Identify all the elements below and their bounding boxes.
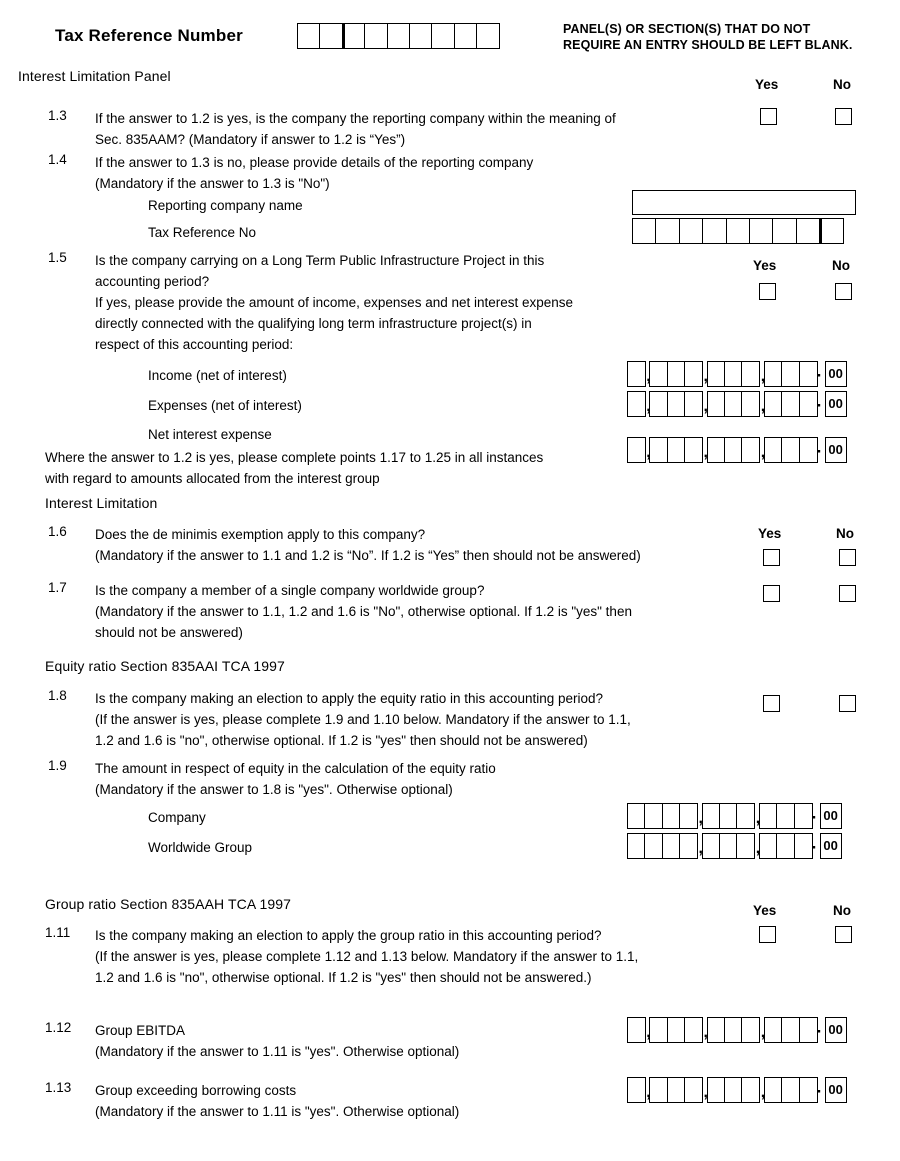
question-number-1-13: 1.13: [45, 1080, 72, 1095]
checkbox-1-3-no[interactable]: [835, 108, 852, 125]
digit-cell[interactable]: [644, 803, 663, 829]
digit-cell[interactable]: [781, 1077, 800, 1103]
digit-cell[interactable]: [719, 833, 738, 859]
comma-separator: [703, 1017, 708, 1043]
digit-cell[interactable]: [707, 437, 726, 463]
decimal-point: [818, 437, 822, 463]
question-1-8-line1: Is the company making an election to apply the equity ratio in this accounting period?: [95, 691, 604, 706]
question-number-1-7: 1.7: [48, 580, 67, 595]
digit-cell[interactable]: [707, 391, 726, 417]
digit-cell[interactable]: [667, 1077, 686, 1103]
digit-cell[interactable]: [799, 1017, 818, 1043]
digit-cell[interactable]: [724, 1017, 743, 1043]
question-1-6-line1: Does the de minimis exemption apply to this company?: [95, 527, 426, 542]
reporting-company-name-input[interactable]: [632, 190, 856, 215]
digit-cell[interactable]: [679, 803, 698, 829]
decimal-point: [813, 803, 817, 829]
checkbox-1-5-no[interactable]: [835, 283, 852, 300]
comma-separator: [646, 361, 651, 387]
question-1-3-line1: If the answer to 1.2 is yes, is the company the reporting company within the meaning of: [95, 111, 616, 126]
digit-cell[interactable]: [796, 218, 821, 244]
cents-cell: 00: [825, 437, 847, 463]
digit-cell[interactable]: [627, 361, 646, 387]
digit-cell[interactable]: [667, 437, 686, 463]
label-expenses-net-of-interest: Expenses (net of interest): [148, 398, 302, 413]
reporting-company-tax-reference-input[interactable]: [632, 218, 844, 244]
digit-cell[interactable]: [684, 437, 703, 463]
digit-cell[interactable]: [627, 437, 646, 463]
digit-cell[interactable]: [819, 218, 844, 244]
digit-cell[interactable]: [776, 833, 795, 859]
digit-cell[interactable]: [772, 218, 797, 244]
question-text-1-12: [95, 1020, 459, 1062]
question-1-8-line3: 1.2 and 1.6 is "no", otherwise optional. If 1.2 is "yes" then should not be answered): [95, 733, 588, 748]
checkbox-1-3-yes[interactable]: [760, 108, 777, 125]
digit-cell[interactable]: [667, 1017, 686, 1043]
question-1-13-line2: (Mandatory if the answer to 1.11 is "yes". Otherwise optional): [95, 1104, 460, 1119]
digit-cell[interactable]: [726, 218, 751, 244]
digit-cell[interactable]: [736, 803, 755, 829]
column-header-no-2: No: [832, 258, 850, 273]
decimal-point: [818, 361, 822, 387]
equity-company-amount-input[interactable]: [627, 803, 842, 829]
question-1-12-line2: (Mandatory if the answer to 1.11 is "yes". Otherwise optional): [95, 1044, 460, 1059]
equity-worldwide-group-amount-input[interactable]: [627, 833, 842, 859]
comma-separator: [703, 1077, 708, 1103]
digit-cell[interactable]: [781, 391, 800, 417]
question-text-1-4-line1: If the answer to 1.3 is no, please provide details of the reporting company: [95, 155, 534, 170]
digit-cell[interactable]: [799, 1077, 818, 1103]
digit-cell[interactable]: [702, 803, 721, 829]
question-number-1-6: 1.6: [48, 524, 67, 539]
digit-cell[interactable]: [684, 1077, 703, 1103]
digit-cell[interactable]: [644, 833, 663, 859]
digit-cell[interactable]: [476, 23, 500, 49]
question-1-5-line5: respect of this accounting period:: [95, 337, 294, 352]
question-1-11-line3: 1.2 and 1.6 is "no", otherwise optional. If 1.2 is "yes" then should not be answered.): [95, 970, 592, 985]
question-1-5-line1: Is the company carrying on a Long Term Public Infrastructure Project in this: [95, 253, 545, 268]
digit-cell[interactable]: [649, 1077, 668, 1103]
question-number-1-5: 1.5: [48, 250, 67, 265]
decimal-point: [818, 1077, 822, 1103]
blank-panel-notice-line2: REQUIRE AN ENTRY SHOULD BE LEFT BLANK.: [563, 38, 853, 52]
cents-cell: 00: [820, 803, 842, 829]
digit-cell[interactable]: [759, 803, 778, 829]
digit-cell[interactable]: [627, 1077, 646, 1103]
question-text-1-8: [95, 688, 631, 751]
section-header-group-ratio: Group ratio Section 835AAH TCA 1997: [45, 896, 292, 912]
digit-cell[interactable]: [364, 23, 388, 49]
checkbox-1-11-no[interactable]: [835, 926, 852, 943]
column-header-yes-4: Yes: [753, 903, 777, 918]
digit-cell[interactable]: [741, 391, 760, 417]
question-1-5-line3: If yes, please provide the amount of income, expenses and net interest expense: [95, 295, 574, 310]
comma-separator: [760, 1017, 765, 1043]
digit-cell[interactable]: [724, 1077, 743, 1103]
column-header-no-1: No: [833, 77, 851, 92]
question-1-12-line1: Group EBITDA: [95, 1023, 186, 1038]
digit-cell[interactable]: [741, 1017, 760, 1043]
checkbox-1-8-no[interactable]: [839, 695, 856, 712]
digit-cell[interactable]: [724, 437, 743, 463]
digit-cell[interactable]: [719, 803, 738, 829]
digit-cell[interactable]: [764, 1077, 783, 1103]
digit-cell[interactable]: [387, 23, 411, 49]
digit-cell[interactable]: [454, 23, 478, 49]
comma-separator: [698, 833, 703, 859]
comma-separator: [760, 1077, 765, 1103]
digit-cell[interactable]: [684, 391, 703, 417]
digit-cell[interactable]: [749, 218, 774, 244]
question-text-1-6: [95, 524, 641, 566]
digit-cell[interactable]: [781, 1017, 800, 1043]
comma-separator: [698, 803, 703, 829]
question-number-1-9: 1.9: [48, 758, 67, 773]
digit-cell[interactable]: [764, 1017, 783, 1043]
decimal-point: [818, 1017, 822, 1043]
comma-separator: [646, 437, 651, 463]
question-text-1-5: [95, 250, 573, 355]
comma-separator: [755, 803, 760, 829]
digit-cell[interactable]: [724, 391, 743, 417]
digit-cell[interactable]: [627, 803, 646, 829]
cents-cell: 00: [825, 391, 847, 417]
cents-cell: 00: [820, 833, 842, 859]
question-1-7-line2: (Mandatory if the answer to 1.1, 1.2 and 1.6 is "No", otherwise optional. If 1.2 is "yes" then: [95, 604, 632, 619]
question-1-5-line2: accounting period?: [95, 274, 210, 289]
group-ebitda-input[interactable]: [627, 1017, 847, 1043]
blank-panel-notice-line1: PANEL(S) OR SECTION(S) THAT DO NOT: [563, 22, 811, 36]
digit-cell[interactable]: [794, 803, 813, 829]
column-header-yes-2: Yes: [753, 258, 777, 273]
digit-cell[interactable]: [627, 1017, 646, 1043]
note-interest-group: [45, 447, 543, 489]
label-reporting-company-name: Reporting company name: [148, 198, 303, 213]
digit-cell[interactable]: [799, 391, 818, 417]
digit-cell[interactable]: [679, 218, 704, 244]
tax-reference-number-input[interactable]: [297, 23, 500, 49]
checkbox-1-11-yes[interactable]: [759, 926, 776, 943]
digit-cell[interactable]: [655, 218, 680, 244]
column-header-yes-1: Yes: [755, 77, 779, 92]
question-text-1-7: [95, 580, 632, 643]
digit-cell[interactable]: [627, 391, 646, 417]
digit-cell[interactable]: [649, 391, 668, 417]
question-text-1-11: [95, 925, 638, 988]
digit-cell[interactable]: [662, 833, 681, 859]
digit-cell[interactable]: [736, 833, 755, 859]
label-tax-reference-no: Tax Reference No: [148, 225, 257, 240]
digit-cell[interactable]: [741, 437, 760, 463]
question-1-5-line4: directly connected with the qualifying long term infrastructure project(s) in: [95, 316, 532, 331]
digit-cell[interactable]: [662, 803, 681, 829]
digit-cell[interactable]: [297, 23, 321, 49]
checkbox-1-7-yes[interactable]: [763, 585, 780, 602]
digit-cell[interactable]: [764, 391, 783, 417]
digit-cell[interactable]: [799, 437, 818, 463]
cents-cell: 00: [825, 1017, 847, 1043]
digit-cell[interactable]: [781, 437, 800, 463]
label-net-interest-expense: Net interest expense: [148, 427, 272, 442]
question-text-1-4-line2: (Mandatory if the answer to 1.3 is "No"): [95, 176, 330, 191]
digit-cell[interactable]: [649, 437, 668, 463]
digit-cell[interactable]: [707, 1077, 726, 1103]
column-header-no-3: No: [836, 526, 854, 541]
digit-cell[interactable]: [707, 1017, 726, 1043]
comma-separator: [760, 391, 765, 417]
income-net-of-interest-input[interactable]: [627, 361, 847, 387]
digit-cell[interactable]: [764, 361, 783, 387]
checkbox-1-7-no[interactable]: [839, 585, 856, 602]
digit-cell[interactable]: [319, 23, 343, 49]
question-number-1-4: 1.4: [48, 152, 67, 167]
comma-separator: [646, 391, 651, 417]
digit-cell[interactable]: [632, 218, 657, 244]
comma-separator: [646, 1017, 651, 1043]
question-1-7-line3: should not be answered): [95, 625, 243, 640]
comma-separator: [760, 361, 765, 387]
digit-cell[interactable]: [764, 437, 783, 463]
section-header-interest-limitation-panel: Interest Limitation Panel: [18, 68, 171, 84]
question-1-8-line2: (If the answer is yes, please complete 1.9 and 1.10 below. Mandatory if the answer to 1.1,: [95, 712, 631, 727]
digit-cell[interactable]: [724, 361, 743, 387]
question-1-9-line1: The amount in respect of equity in the calculation of the equity ratio: [95, 761, 496, 776]
section-header-interest-limitation: Interest Limitation: [45, 495, 158, 511]
cents-cell: 00: [825, 361, 847, 387]
digit-cell[interactable]: [794, 833, 813, 859]
digit-cell[interactable]: [684, 361, 703, 387]
decimal-point: [813, 833, 817, 859]
checkbox-1-5-yes[interactable]: [759, 283, 776, 300]
question-number-1-12: 1.12: [45, 1020, 72, 1035]
digit-cell[interactable]: [702, 833, 721, 859]
comma-separator: [703, 361, 708, 387]
question-1-9-line2: (Mandatory if the answer to 1.8 is "yes". Otherwise optional): [95, 782, 453, 797]
question-text-1-3: [95, 108, 616, 150]
checkbox-1-6-no[interactable]: [839, 549, 856, 566]
question-number-1-8: 1.8: [48, 688, 67, 703]
question-1-3-line2: Sec. 835AAM? (Mandatory if answer to 1.2 is “Yes”): [95, 132, 406, 147]
digit-cell[interactable]: [684, 1017, 703, 1043]
question-1-11-line1: Is the company making an election to apply the group ratio in this accounting period?: [95, 928, 602, 943]
digit-cell[interactable]: [409, 23, 433, 49]
digit-cell[interactable]: [741, 361, 760, 387]
digit-cell[interactable]: [342, 23, 366, 49]
comma-separator: [760, 437, 765, 463]
question-text-1-9: [95, 758, 496, 800]
digit-cell[interactable]: [776, 803, 795, 829]
digit-cell[interactable]: [667, 361, 686, 387]
comma-separator: [646, 1077, 651, 1103]
column-header-no-4: No: [833, 903, 851, 918]
digit-cell[interactable]: [431, 23, 455, 49]
comma-separator: [755, 833, 760, 859]
note-interest-group-line2: with regard to amounts allocated from the interest group: [45, 471, 380, 486]
digit-cell[interactable]: [741, 1077, 760, 1103]
column-header-yes-3: Yes: [758, 526, 782, 541]
digit-cell[interactable]: [759, 833, 778, 859]
digit-cell[interactable]: [627, 833, 646, 859]
tax-reference-number-label: Tax Reference Number: [55, 26, 243, 45]
question-number-1-3: 1.3: [48, 108, 67, 123]
question-1-11-line2: (If the answer is yes, please complete 1.12 and 1.13 below. Mandatory if the answer to 1.1,: [95, 949, 639, 964]
checkbox-1-8-yes[interactable]: [763, 695, 780, 712]
question-1-7-line1: Is the company a member of a single company worldwide group?: [95, 583, 485, 598]
group-exceeding-borrowing-costs-input[interactable]: [627, 1077, 847, 1103]
cents-cell: 00: [825, 1077, 847, 1103]
digit-cell[interactable]: [707, 361, 726, 387]
checkbox-1-6-yes[interactable]: [763, 549, 780, 566]
net-interest-expense-input[interactable]: [627, 437, 847, 463]
decimal-point: [818, 391, 822, 417]
note-interest-group-line1: Where the answer to 1.2 is yes, please complete points 1.17 to 1.25 in all instances: [45, 450, 544, 465]
question-1-13-line1: Group exceeding borrowing costs: [95, 1083, 297, 1098]
blank-panel-notice: [563, 21, 852, 53]
digit-cell[interactable]: [702, 218, 727, 244]
question-text-1-13: [95, 1080, 459, 1122]
comma-separator: [703, 391, 708, 417]
digit-cell[interactable]: [781, 361, 800, 387]
section-header-equity-ratio: Equity ratio Section 835AAI TCA 1997: [45, 658, 285, 674]
expenses-net-of-interest-input[interactable]: [627, 391, 847, 417]
digit-cell[interactable]: [799, 361, 818, 387]
label-income-net-of-interest: Income (net of interest): [148, 368, 287, 383]
question-1-6-line2: (Mandatory if the answer to 1.1 and 1.2 is “No”. If 1.2 is “Yes” then should not be answered): [95, 548, 641, 563]
question-number-1-11: 1.11: [45, 925, 71, 940]
label-worldwide-group: Worldwide Group: [148, 840, 253, 855]
digit-cell[interactable]: [649, 361, 668, 387]
label-company: Company: [148, 810, 206, 825]
digit-cell[interactable]: [667, 391, 686, 417]
digit-cell[interactable]: [649, 1017, 668, 1043]
comma-separator: [703, 437, 708, 463]
digit-cell[interactable]: [679, 833, 698, 859]
